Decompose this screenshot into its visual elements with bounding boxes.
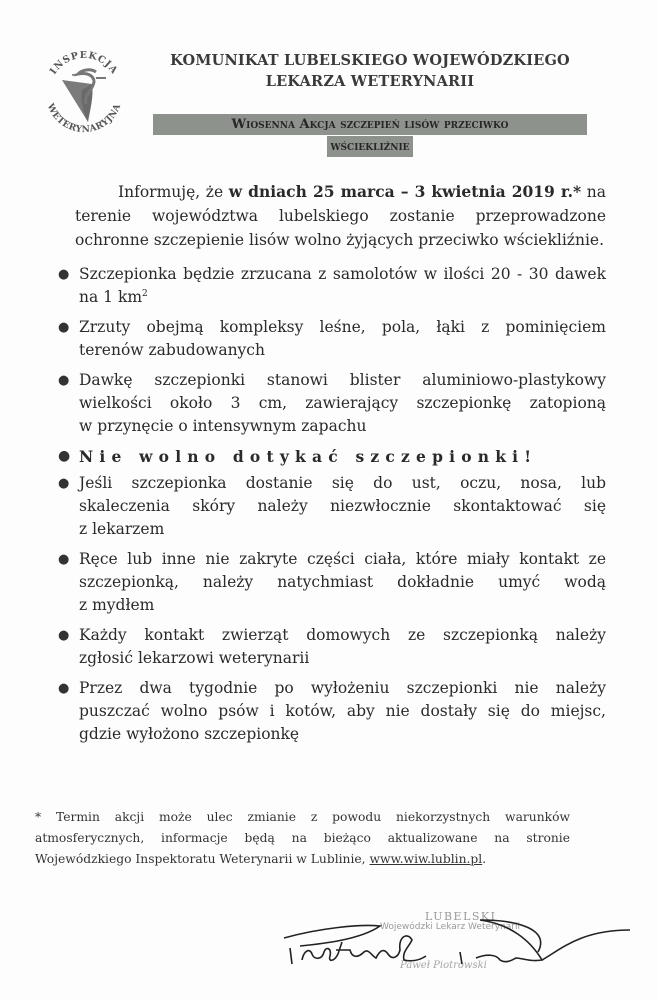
- website-link[interactable]: www.wiw.lublin.pl: [369, 852, 483, 866]
- bullet-icon: ●: [58, 681, 70, 696]
- document-title: [140, 50, 600, 92]
- stamp-title: LUBELSKI: [425, 910, 497, 923]
- intro-line-1: [75, 180, 606, 204]
- bullet-icon: ●: [58, 373, 70, 388]
- superscript: 2: [142, 288, 148, 299]
- list-item-line: Szczepionka będzie zrzucana z samolotów w ilości 20 - 30 dawek: [79, 265, 606, 283]
- warning-text: Nie wolno dotykać szczepionki!: [79, 447, 538, 466]
- logo-bottom-text: WETERYNARYJNA: [44, 102, 124, 136]
- list-item-line: Dawkę szczepionki stanowi blister aluminiowo-plastykowy: [79, 371, 606, 389]
- footnote-period: .: [482, 852, 487, 866]
- warning-item: [56, 445, 606, 468]
- subtitle-banner: [150, 113, 590, 157]
- list-item-line: zgłosić lekarzowi weterynarii: [79, 649, 310, 667]
- list-item: [56, 624, 606, 670]
- list-item: [56, 369, 606, 438]
- intro-prefix: Informuję, że: [118, 183, 229, 201]
- list-item: [56, 472, 606, 541]
- stamp-subtitle: Wojewódzki Lekarz Weterynarii: [380, 922, 520, 932]
- list-item: [56, 263, 606, 309]
- list-item: [56, 316, 606, 362]
- bullet-icon: ●: [58, 320, 70, 335]
- bullet-icon: ●: [58, 267, 70, 282]
- footnote-line-3: [35, 849, 570, 870]
- list-item-line: Jeśli szczepionka dostanie się do ust, oczu, nosa, lub: [79, 474, 606, 492]
- intro-suffix: na: [581, 183, 606, 201]
- list-item-line: skaleczenia skóry należy niezwłocznie skontaktować się: [79, 497, 606, 515]
- stamp-name: Paweł Piotrowski: [400, 960, 487, 971]
- list-item-line: wielkości około 3 cm, zawierający szczepionkę zatopioną: [79, 394, 606, 412]
- bullet-icon: ●: [58, 552, 70, 567]
- list-item: [56, 548, 606, 617]
- signature-icon: [280, 900, 640, 990]
- bullet-icon: ●: [58, 448, 77, 464]
- list-item-line: z lekarzem: [79, 520, 165, 538]
- list-item-line: Zrzuty obejmą kompleksy leśne, pola, łąki z pominięciem: [79, 318, 606, 336]
- list-item-line: [79, 286, 606, 309]
- list-item-text: na 1 km: [79, 288, 143, 306]
- list-item-line: w przynęcie o intensywnym zapachu: [79, 417, 367, 435]
- footnote-line-2: atmosferycznych, informacje będą na bieżąco aktualizowane na stronie: [35, 831, 570, 845]
- list-item: [56, 677, 606, 746]
- instructions-list: [56, 263, 606, 753]
- campaign-dates: w dniach 25 marca – 3 kwietnia 2019 r.: [228, 182, 574, 201]
- footnote-marker: *: [573, 182, 582, 201]
- list-item-line: z mydłem: [79, 596, 155, 614]
- footnote: [35, 807, 570, 870]
- footnote-line-1: * Termin akcji może ulec zmianie z powodu niekorzystnych warunków: [35, 810, 570, 824]
- bullet-icon: ●: [58, 476, 70, 491]
- logo-top-text: INSPEKCJA: [47, 49, 120, 77]
- subtitle-line-2: wściekliźnie: [327, 136, 412, 157]
- list-item-line: Przez dwa tygodnie po wyłożeniu szczepionki nie należy: [79, 679, 606, 697]
- intro-paragraph: [75, 180, 606, 252]
- list-item-line: puszczać wolno psów i kotów, aby nie dostały się do miejsc,: [79, 702, 606, 720]
- list-item-line: Ręce lub inne nie zakryte części ciała, które miały kontakt ze: [79, 550, 606, 568]
- intro-line-2: terenie województwa lubelskiego zostanie przeprowadzone: [75, 207, 606, 225]
- title-line-2: LEKARZA WETERYNARII: [265, 73, 475, 90]
- subtitle-line-1: Wiosenna Akcja szczepień lisów przeciwko: [153, 114, 587, 135]
- list-item-line: szczepionką, należy natychmiast dokładnie umyć wodą: [79, 573, 606, 591]
- bullet-icon: ●: [58, 628, 70, 643]
- list-item-line: Każdy kontakt zwierząt domowych ze szczepionką należy: [79, 626, 606, 644]
- list-item-line: gdzie wyłożono szczepionkę: [79, 725, 300, 743]
- intro-line-3: ochronne szczepienie lisów wolno żyjących przeciwko wściekliźnie.: [75, 231, 604, 249]
- veterinary-inspection-logo-icon: [36, 44, 132, 140]
- list-item-line: terenów zabudowanych: [79, 341, 265, 359]
- title-line-1: KOMUNIKAT LUBELSKIEGO WOJEWÓDZKIEGO: [170, 52, 570, 69]
- footnote-text: Wojewódzkiego Inspektoratu Weterynarii w Lublinie,: [35, 852, 370, 866]
